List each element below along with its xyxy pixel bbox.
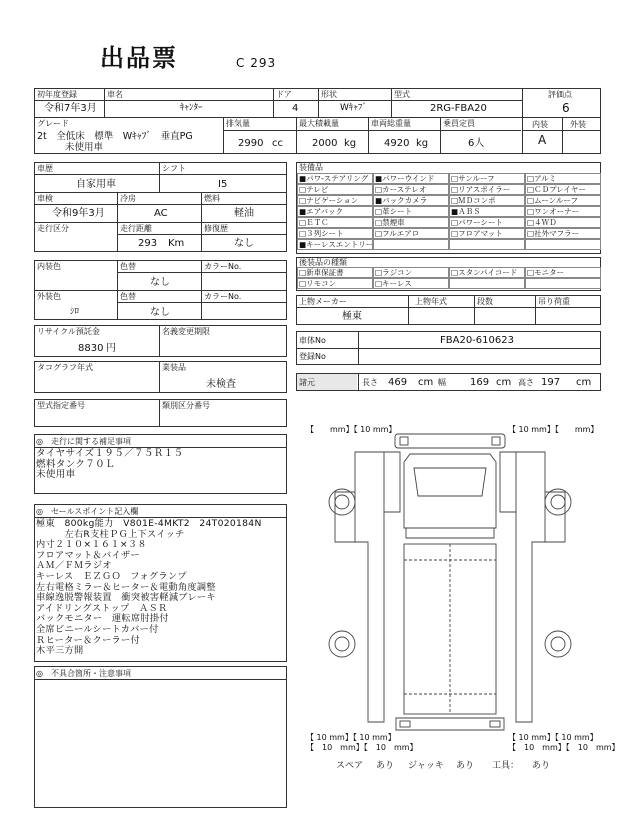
first-reg-label: 初年度登録 <box>37 90 77 99</box>
equipment-cell <box>525 173 601 184</box>
fuel-value: 軽油 <box>234 208 254 219</box>
interior-value: A <box>538 133 547 147</box>
equipment-item: □ＥＴＣ <box>299 218 329 227</box>
tacho-state-label: 業装品 <box>162 363 186 372</box>
equipment-cell <box>373 217 449 228</box>
equipment-item: ■パワーウインド <box>375 174 435 183</box>
equipment-cell <box>297 173 373 184</box>
chassis-value: FBA20-610623 <box>440 335 514 346</box>
equipment-cell <box>373 173 449 184</box>
equipment-cell <box>525 239 601 250</box>
equipment-cell <box>297 278 373 289</box>
equipment-item: □新車保証書 <box>299 268 344 277</box>
equipment-item: □ＣＤプレイヤー <box>527 185 586 194</box>
body-maker-value: 極東 <box>342 311 362 322</box>
height-value: 197 <box>541 377 561 388</box>
equipment-item: □リモコン <box>299 279 337 288</box>
recycle-value: 8830 <box>78 343 104 354</box>
spare-value: あり <box>376 761 395 771</box>
equipment-item: □４ＷＤ <box>527 218 557 227</box>
door-value: 4 <box>292 103 299 114</box>
equipment-item: □サンルーフ <box>451 174 495 183</box>
registration-label: 登録No <box>299 352 326 361</box>
shift-value: I5 <box>218 179 228 190</box>
stage-label: 段数 <box>477 297 493 306</box>
score-label: 評価点 <box>548 90 572 99</box>
interior-label: 内装 <box>532 120 548 129</box>
hoist-label: 吊り荷重 <box>538 297 570 306</box>
equipment-item: □ＭＤコンポ <box>451 196 496 205</box>
repair-label: 修復歴 <box>204 224 228 233</box>
defects-title: ◎ 不具合箇所・注意事項 <box>36 669 131 678</box>
car-name-value: ｷｬﾝﾀｰ <box>180 103 203 113</box>
equipment-cell <box>525 184 601 195</box>
equipment-item: □フロアマット <box>451 229 503 238</box>
grade-value: 2t 全低床 標準 Wｷｬﾌﾞ 垂直PG <box>37 131 193 142</box>
int-color-code-label: カラーNo. <box>204 262 242 271</box>
ext-color-code-label: カラーNo. <box>204 292 242 301</box>
equipment-item: □リアスポイラー <box>451 185 511 194</box>
driving-notes-text: タイヤサイズ１９５／７５Ｒ１５ 燃料タンク７０Ｌ 未使用車 <box>36 448 184 481</box>
equipment-cell <box>297 267 373 278</box>
equipment-cell <box>449 195 525 206</box>
tools-label: 工具： <box>492 761 520 771</box>
displacement-label: 排気量 <box>226 119 250 128</box>
equipment-item: ■エアバック <box>299 207 343 216</box>
equipment-cell <box>373 184 449 195</box>
equipment-cell <box>297 195 373 206</box>
height-label: 高さ <box>518 378 534 387</box>
max-load-label: 最大積載量 <box>299 119 339 128</box>
equipment-cell <box>449 206 525 217</box>
equipment-item: □モニター <box>527 268 565 277</box>
equipment-cell <box>449 239 525 250</box>
dimensions-label: 諸元 <box>299 378 315 387</box>
equipment-item: □パワーシート <box>451 218 503 227</box>
capacity-label: 乗員定員 <box>443 119 475 128</box>
page-title: 出品票 <box>100 44 178 72</box>
height-unit: cm <box>576 377 592 388</box>
model-value: 2RG-FBA20 <box>430 103 487 114</box>
defects-box <box>34 666 287 808</box>
ac-value: AC <box>154 208 168 219</box>
capacity-value: 6人 <box>468 138 485 149</box>
tire-depth-rear-left-2: 【 10 mm】【 10 mm】 <box>306 743 418 752</box>
jack-label: ジャッキ <box>408 761 444 771</box>
int-color-change-value: なし <box>150 277 170 288</box>
equipment-cell <box>297 184 373 195</box>
equipment-cell <box>525 195 601 206</box>
equipment-cell <box>449 278 525 289</box>
equipment-item: ■ＡＢＳ <box>451 207 481 216</box>
recycle-label: リサイクル預託金 <box>37 327 100 336</box>
equipment-cell <box>373 228 449 239</box>
exterior-label: 外装 <box>570 120 586 129</box>
mileage-label: 走行距離 <box>120 224 152 233</box>
recycle-unit: 円 <box>106 343 116 354</box>
body-maker-label: 上物メーカー <box>299 297 347 306</box>
equipment-cell <box>525 217 601 228</box>
model-label: 型式 <box>394 90 410 99</box>
use-value: 自家用車 <box>76 179 116 190</box>
equipment-item: □ワンオーナー <box>527 207 580 216</box>
score-value: 6 <box>562 101 570 115</box>
equipment-cell <box>449 217 525 228</box>
equipment-title: 装備品 <box>299 163 323 172</box>
class-number-label: 類別区分番号 <box>162 401 210 410</box>
length-unit: cm <box>418 377 434 388</box>
displacement-unit: cc <box>272 138 283 149</box>
ext-color-change-label: 色替 <box>120 292 136 301</box>
listing-code: C 293 <box>236 56 277 70</box>
tire-depth-rear-right-2: 【 10 mm】【 10 mm】 <box>508 743 620 752</box>
ext-color-change-value: なし <box>150 307 170 318</box>
tools-value: あり <box>532 761 551 771</box>
body-year-label: 上物年式 <box>415 297 447 306</box>
int-color-label: 内装色 <box>37 262 61 271</box>
equipment-item: □禁煙車 <box>375 218 405 227</box>
equipment-cell <box>373 278 449 289</box>
equipment-item: □カーステレオ <box>375 185 427 194</box>
length-label: 長さ <box>362 378 378 387</box>
equipment-item: ■キーレスエントリー <box>299 240 374 249</box>
use-label: 車歴 <box>37 164 53 173</box>
equipment-item: □テレビ <box>299 185 329 194</box>
mileage-class-label: 走行区分 <box>37 224 69 233</box>
equipment-cell <box>373 267 449 278</box>
fuel-label: 燃料 <box>204 194 220 203</box>
equipment-item: □フルエアロ <box>375 229 420 238</box>
driving-notes-title: ◎ 走行に関する補足事項 <box>36 437 131 446</box>
width-value: 169 <box>470 377 490 388</box>
tacho-label: タコグラフ年式 <box>37 363 93 372</box>
shift-label: シフト <box>162 164 186 173</box>
equipment-item: □ナビゲーション <box>299 196 359 205</box>
tire-depth-rear-right-1: 【 10 mm】【 10 mm】 <box>508 733 598 742</box>
equipment-cell <box>373 239 449 250</box>
truck-damage-diagram <box>300 432 600 732</box>
equipment-item: □アルミ <box>527 174 557 183</box>
equipment-cell <box>525 267 601 278</box>
equipment-cell <box>297 239 373 250</box>
ext-color-label: 外装色 <box>37 292 61 301</box>
equipment-item: □スタンパイコード <box>451 268 518 277</box>
jack-value: あり <box>456 761 475 771</box>
length-value: 469 <box>388 377 408 388</box>
door-label: ドア <box>276 90 292 99</box>
gross-weight-unit: kg <box>416 138 429 149</box>
tire-depth-front-right: 【 10 mm】【 mm】 <box>508 425 599 434</box>
equipment-item: □ラジコン <box>375 268 413 277</box>
gross-weight-label: 車両総重量 <box>371 119 411 128</box>
tire-depth-front-left: 【 mm】【 10 mm】 <box>306 425 397 434</box>
spare-label: スペア <box>336 761 364 771</box>
equipment-cell <box>525 228 601 239</box>
first-reg-value: 令和7年3月 <box>44 103 97 114</box>
chassis-label: 車体No <box>299 336 326 345</box>
equipment-item: □キーレス <box>375 279 412 288</box>
gross-weight-value: 4920 <box>384 138 410 149</box>
equipment-cell <box>449 173 525 184</box>
car-name-label: 車名 <box>107 90 123 99</box>
equipment-item: ■パワ-ステアリング <box>299 174 369 183</box>
width-label: 幅 <box>438 378 446 387</box>
inspection-label: 車検 <box>37 194 53 203</box>
ac-label: 冷房 <box>120 194 136 203</box>
int-color-change-label: 色替 <box>120 262 136 271</box>
ext-color-value: ｼﾛ <box>70 307 80 317</box>
sales-points-text: 極東 800kg能力 V801E-4MKT2 24T020184N 左右R支柱ＰＧ上下スイッチ 内寸２１０×１６１×３８ フロアマット＆バイザー ＡＭ／ＦＭラジオ キーレス ＥＺＧＯ フォグランプ 左右電格ミラー＆ヒーター＆電動角度調整 車線逸脱警報装置 衝突被害軽減ブレーキ アイドリングストップ ＡＳＲ バックモニター 運転席肘掛付 全席ビニールシートカバー付 Ｒヒーター＆クーラー付 木平三方開 <box>36 518 262 657</box>
equipment-cell <box>373 195 449 206</box>
rear-equipment-title: 後装品の種類 <box>299 258 347 267</box>
equipment-item: □社外マフラー <box>527 229 580 238</box>
equipment-item: □３列シート <box>299 229 344 238</box>
displacement-value: 2990 <box>238 138 264 149</box>
equipment-cell <box>449 228 525 239</box>
equipment-item: ■バックカメラ <box>375 196 428 205</box>
max-load-value: 2000 <box>312 138 338 149</box>
inspection-value: 令和9年3月 <box>52 208 105 219</box>
equipment-cell <box>373 206 449 217</box>
equipment-cell <box>449 184 525 195</box>
tire-depth-rear-left-1: 【 10 mm】【 10 mm】 <box>306 733 396 742</box>
equipment-cell <box>297 206 373 217</box>
shape-label: 形状 <box>321 90 337 99</box>
shape-value: Wｷｬﾌﾞ <box>340 103 367 113</box>
width-unit: cm <box>496 377 512 388</box>
equipment-cell <box>297 228 373 239</box>
max-load-unit: kg <box>344 138 357 149</box>
mileage-value: 293 <box>138 238 158 249</box>
equipment-cell <box>297 217 373 228</box>
equipment-cell <box>525 278 601 289</box>
grade-label: グレード <box>37 119 69 128</box>
equipment-item: □革シート <box>375 207 413 216</box>
sales-points-title: ◎ セールスポイント記入欄 <box>36 507 139 516</box>
type-number-label: 型式指定番号 <box>37 401 85 410</box>
equipment-item: □ムーンルーフ <box>527 196 578 205</box>
equipment-cell <box>449 267 525 278</box>
equipment-cell <box>525 206 601 217</box>
tacho-inspection-value: 未検査 <box>206 379 236 390</box>
repair-value: なし <box>234 238 254 249</box>
grade-note: 未使用車 <box>65 142 104 153</box>
mileage-unit: Km <box>168 238 185 249</box>
name-change-label: 名義変更期限 <box>162 327 210 336</box>
